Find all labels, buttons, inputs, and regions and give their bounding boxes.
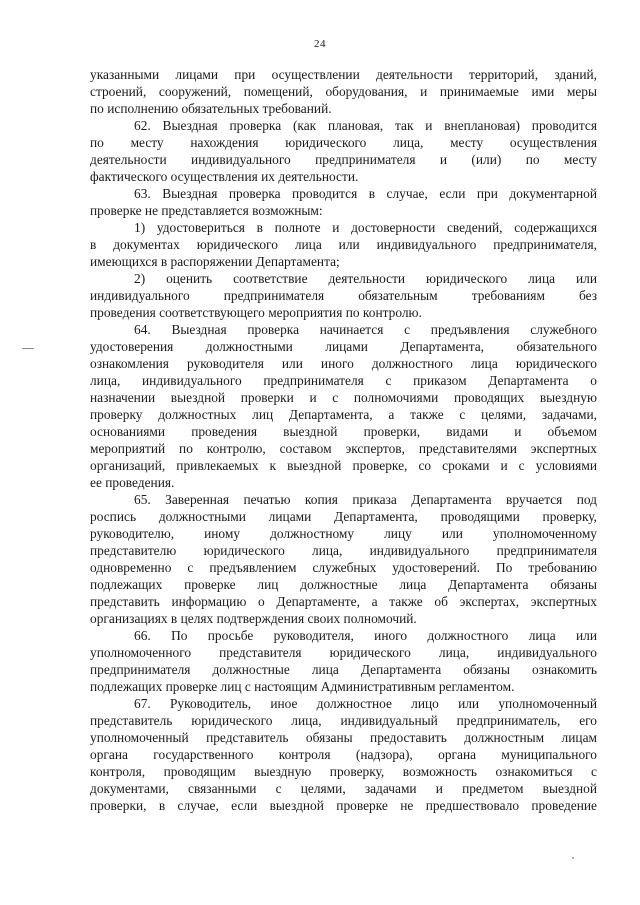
text-line: предпринимателя должностные лица Департамента обязаны ознакомить (90, 662, 597, 677)
text-line: одновременно с предъявлением служебных удостоверений. По требованию (90, 560, 597, 575)
text-line: проведения соответствующего мероприятия по контролю. (90, 305, 422, 320)
text-line: 62. Выездная проверка (как плановая, так и внеплановая) проводится (134, 118, 597, 133)
text-line: уполномоченного представителя юридического лица, индивидуального (90, 645, 597, 660)
text-line: руководителю, иному должностному лицу или уполномоченному (90, 526, 597, 541)
text-line: в документах юридического лица или индивидуального предпринимателя, (90, 237, 597, 252)
text-line: представитель юридического лица, индивидуальный предприниматель, его (90, 713, 597, 728)
text-line: 63. Выездная проверка проводится в случае, если при документарной (134, 186, 597, 201)
text-line: основаниями проведения выездной проверки, видами и объемом (90, 424, 597, 439)
text-line: по месту нахождения юридического лица, месту осуществления (90, 135, 597, 150)
text-line: контроля, проводящим выездную проверку, возможность ознакомиться с (90, 764, 597, 779)
text-line: деятельности индивидуального предпринимателя и (или) по месту (90, 152, 597, 167)
text-line: 64. Выездная проверка начинается с предъявления служебного (134, 322, 597, 337)
text-line: мероприятий по контролю, составом экспертов, представителями экспертных (90, 441, 597, 456)
text-line: проверки, в случае, если выездной проверке не предшествовало проведение (90, 798, 597, 813)
text-line: указанными лицами при осуществлении деятельности территорий, зданий, (90, 67, 597, 82)
text-line: организаций, привлекаемых к выездной проверке, со сроками и с условиями (90, 458, 597, 473)
text-line: 2) оценить соответствие деятельности юридического лица или (134, 271, 597, 286)
text-line: удостоверения должностными лицами Департамента, обязательного (90, 339, 597, 354)
text-line: ее проведения. (90, 475, 175, 490)
body-text (90, 66, 597, 814)
text-line: индивидуального предпринимателя обязательным требованиям без (90, 288, 597, 303)
text-line: 66. По просьбе руководителя, иного должностного лица или (134, 628, 597, 643)
scan-speck (572, 857, 574, 859)
text-line: 1) удостовериться в полноте и достоверности сведений, содержащихся (134, 220, 597, 235)
text-line: органа государственного контроля (надзора), органа муниципального (90, 747, 597, 762)
text-line: представить информацию о Департаменте, а также об экспертах, экспертных (90, 594, 597, 609)
text-line: фактического осуществления их деятельности. (90, 169, 359, 184)
text-line: уполномоченный представитель обязаны предоставить должностным лицам (90, 730, 597, 745)
text-line: подлежащих проверке лиц с настоящим Административным регламентом. (90, 679, 515, 694)
text-line: лица, индивидуального предпринимателя с приказом Департамента о (90, 373, 597, 388)
text-line: документами, связанными с целями, задачами и предметом выездной (90, 781, 597, 796)
text-line: представителю юридического лица, индивидуального предпринимателя (90, 543, 597, 558)
text-line: назначении выездной проверки и с полномочиями проводящих выездную (90, 390, 597, 405)
text-line: ознакомления руководителя или иного должностного лица юридического (90, 356, 597, 371)
text-line: подлежащих проверке лиц должностные лица Департамента обязаны (90, 577, 597, 592)
text-line: 65. Заверенная печатью копия приказа Департамента вручается под (134, 492, 597, 507)
margin-mark (22, 348, 34, 349)
text-line: строений, сооружений, помещений, оборудования, и принимаемые ими меры (90, 84, 597, 99)
text-line: организациях в целях подтверждения своих полномочий. (90, 611, 417, 626)
text-line: 67. Руководитель, иное должностное лицо или уполномоченный (134, 696, 597, 711)
text-line: роспись должностными лицами Департамента, проводящими проверку, (90, 509, 597, 524)
page-number: 24 (314, 38, 326, 50)
text-line: имеющихся в распоряжении Департамента; (90, 254, 340, 269)
text-line: по исполнению обязательных требований. (90, 101, 332, 116)
text-line: проверке не представляется возможным: (90, 203, 323, 218)
text-line: проверку должностных лиц Департамента, а также с целями, задачами, (90, 407, 597, 422)
